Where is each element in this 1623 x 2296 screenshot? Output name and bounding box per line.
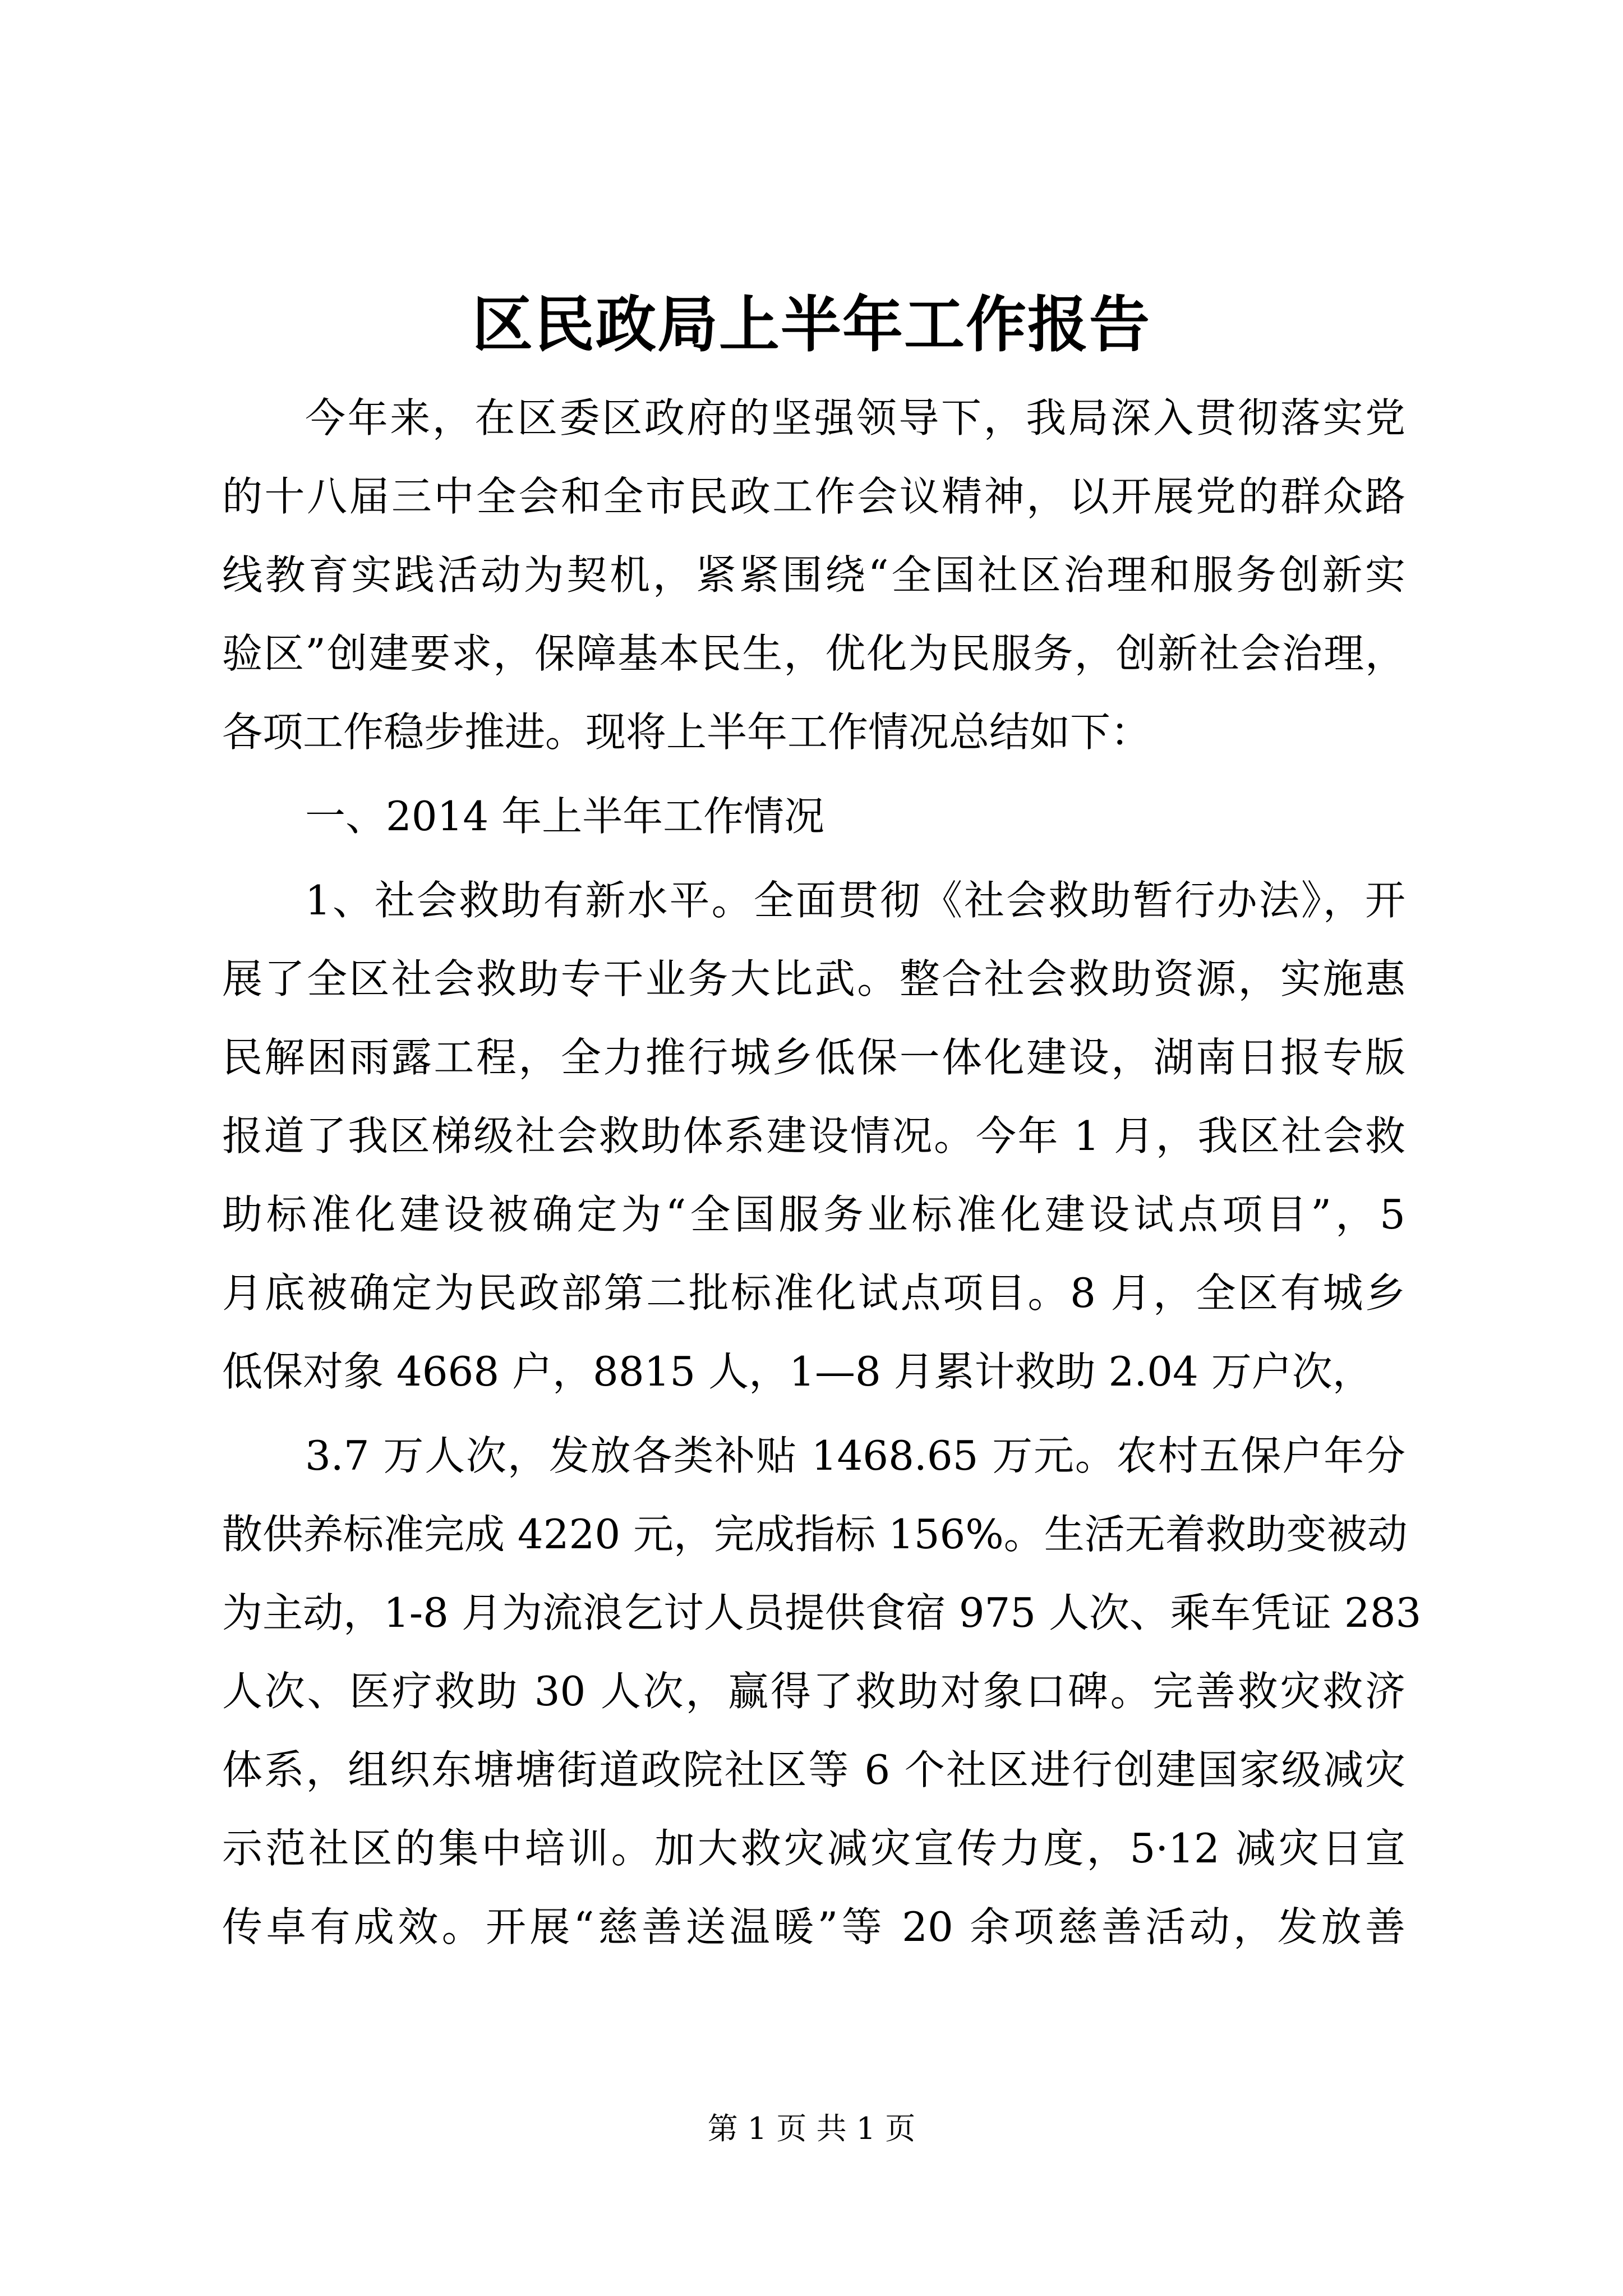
document-title: 区民政局上半年工作报告	[472, 289, 1151, 360]
paragraph-line: 验区”创建要求，保障基本民生，优化为民服务，创新社会治理，	[222, 630, 1405, 677]
section-heading: 一、2014 年上半年工作情况	[305, 793, 825, 840]
paragraph-line: 线教育实践活动为契机，紧紧围绕“全国社区治理和服务创新实	[222, 551, 1405, 599]
paragraph-line: 1、社会救助有新水平。全面贯彻《社会救助暂行办法》，开	[305, 877, 1405, 924]
paragraph-line: 各项工作稳步推进。现将上半年工作情况总结如下：	[222, 708, 1151, 756]
paragraph-line: 散供养标准完成 4220 元，完成指标 156%。生活无着救助变被动	[222, 1511, 1408, 1558]
paragraph-line: 示范社区的集中培训。加大救灾减灾宣传力度，5·12 减灾日宣	[222, 1825, 1405, 1872]
paragraph-line: 展了全区社会救助专干业务大比武。整合社会救助资源，实施惠	[222, 955, 1405, 1002]
paragraph-line: 助标准化建设被确定为“全国服务业标准化建设试点项目”，5	[222, 1191, 1405, 1238]
paragraph-line: 体系，组织东塘塘街道政院社区等 6 个社区进行创建国家级减灾	[222, 1746, 1405, 1793]
paragraph-line: 为主动，1-8 月为流浪乞讨人员提供食宿 975 人次、乘车凭证 283	[222, 1589, 1422, 1636]
paragraph-line: 人次、医疗救助 30 人次，赢得了救助对象口碑。完善救灾救济	[222, 1668, 1405, 1715]
page-footer: 第 1 页 共 1 页	[707, 2111, 916, 2146]
paragraph-line: 3.7 万人次，发放各类补贴 1468.65 万元。农村五保户年分	[305, 1432, 1405, 1479]
paragraph-line: 民解困雨露工程，全力推行城乡低保一体化建设，湖南日报专版	[222, 1034, 1405, 1081]
paragraph-line: 月底被确定为民政部第二批标准化试点项目。8 月，全区有城乡	[222, 1269, 1405, 1317]
paragraph-line: 今年来，在区委区政府的坚强领导下，我局深入贯彻落实党	[305, 394, 1405, 441]
paragraph-line: 传卓有成效。开展“慈善送温暖”等 20 余项慈善活动，发放善	[222, 1903, 1405, 1950]
paragraph-line: 报道了我区梯级社会救助体系建设情况。今年 1 月，我区社会救	[222, 1112, 1405, 1159]
paragraph-line: 的十八届三中全会和全市民政工作会议精神，以开展党的群众路	[222, 473, 1405, 520]
paragraph-line: 低保对象 4668 户，8815 人，1—8 月累计救助 2.04 万户次，	[222, 1348, 1373, 1395]
